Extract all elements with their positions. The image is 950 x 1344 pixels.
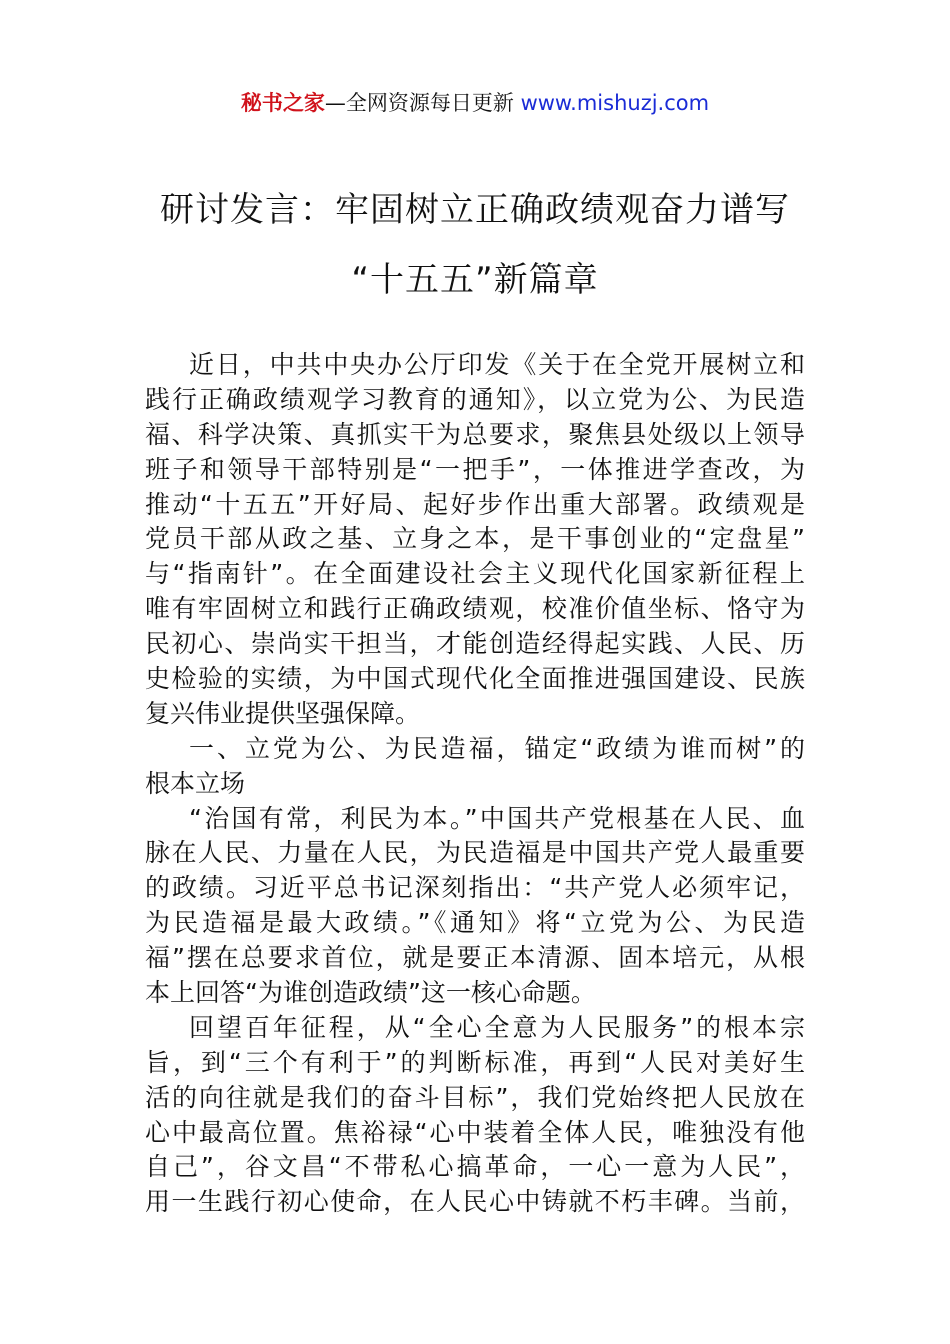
body-line: 福”摆在总要求首位，就是要正本清源、固本培元，从根	[145, 943, 805, 973]
body-line: 心中最高位置。焦裕禄“心中装着全体人民，唯独没有他	[145, 1117, 805, 1147]
site-name: 秘书之家	[240, 91, 325, 115]
section-heading-line: 一、立党为公、为民造福，锚定“政绩为谁而树”的	[189, 733, 805, 763]
body-line: 福、科学决策、真抓实干为总要求，聚焦县处级以上领导	[145, 419, 805, 449]
body-line: 唯有牢固树立和践行正确政绩观，校准价值坐标、恪守为	[145, 594, 805, 624]
body-line: 脉在人民、力量在人民，为民造福是中国共产党人最重要	[145, 838, 805, 868]
body-line: 活的向往就是我们的奋斗目标”，我们党始终把人民放在	[145, 1082, 805, 1112]
body-line: 复兴伟业提供坚强保障。	[145, 698, 421, 728]
body-line: 近日，中共中央办公厅印发《关于在全党开展树立和	[189, 350, 805, 379]
body-line: 民初心、崇尚实干担当，才能创造经得起实践、人民、历	[145, 629, 805, 659]
site-header	[0, 86, 950, 120]
document-title-line-2: “十五五”新篇章	[351, 260, 599, 300]
body-line: 回望百年征程，从“全心全意为人民服务”的根本宗	[189, 1012, 805, 1042]
site-tagline: —全网资源每日更新	[324, 91, 521, 115]
section-heading-line: 根本立场	[145, 768, 246, 798]
body-line: “治国有常，利民为本。”中国共产党根基在人民、血	[189, 803, 805, 833]
body-line: 史检验的实绩，为中国式现代化全面推进强国建设、民族	[145, 664, 805, 694]
body-line: 推动“十五五”开好局、起好步作出重大部署。政绩观是	[145, 489, 805, 519]
body-line: 旨，到“三个有利于”的判断标准，再到“人民对美好生	[145, 1047, 805, 1077]
body-line: 班子和领导干部特别是“一把手”，一体推进学查改，为	[145, 454, 805, 484]
body-line: 践行正确政绩观学习教育的通知》，以立党为公、为民造	[145, 384, 805, 414]
document-body	[145, 348, 805, 1220]
body-line: 用一生践行初心使命，在人民心中铸就不朽丰碑。当前，	[145, 1187, 805, 1217]
site-url-link[interactable]: www.mishuzj.com	[520, 91, 710, 115]
document-title-line-1: 研讨发言：牢固树立正确政绩观奋力谱写	[160, 190, 790, 230]
body-line: 党员干部从政之基、立身之本，是干事创业的“定盘星”	[145, 524, 805, 554]
body-line: 与“指南针”。在全面建设社会主义现代化国家新征程上	[145, 559, 805, 589]
body-line: 自己”，谷文昌“不带私心搞革命，一心一意为人民”，	[145, 1152, 805, 1182]
body-line: 本上回答“为谁创造政绩”这一核心命题。	[145, 978, 596, 1008]
body-line: 为民造福是最大政绩。”《通知》将“立党为公、为民造	[145, 908, 805, 938]
body-line: 的政绩。习近平总书记深刻指出：“共产党人必须牢记，	[145, 873, 805, 903]
